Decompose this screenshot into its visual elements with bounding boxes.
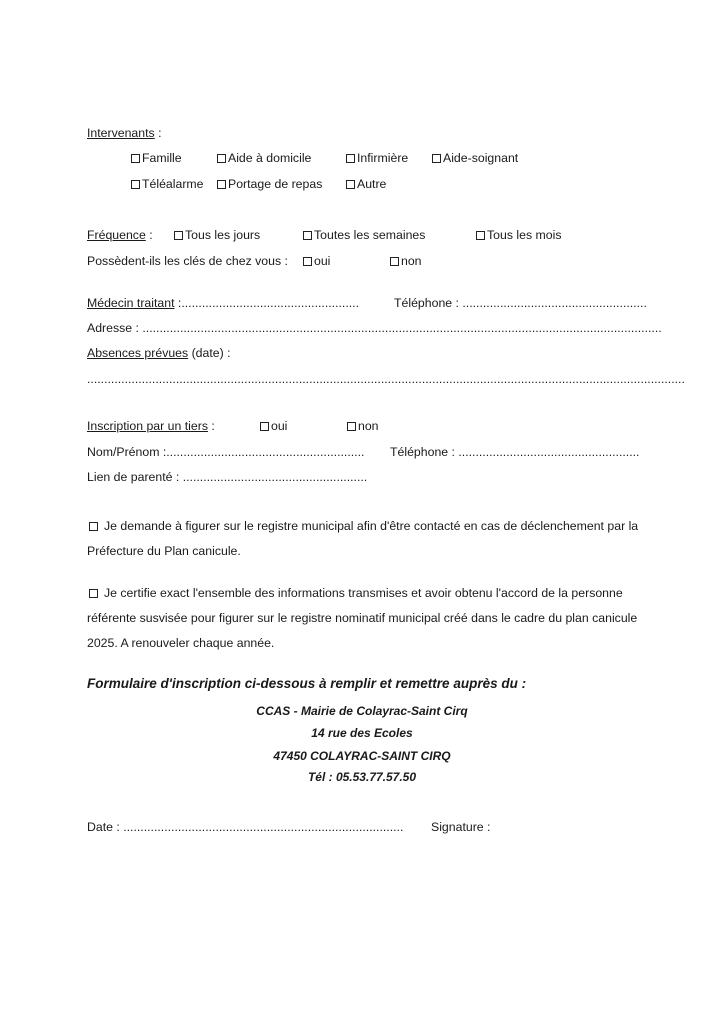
formulaire-city: 47450 COLAYRAC-SAINT CIRQ <box>273 749 451 763</box>
lien-parente-field[interactable]: Lien de parenté : ...................................................... <box>87 470 368 484</box>
checkbox-tous-les-mois[interactable] <box>476 228 562 242</box>
absences-suffix: (date) : <box>188 346 231 360</box>
checkbox-square[interactable] <box>89 522 98 531</box>
absences-dots-field[interactable]: ............................................................................................................................................................................... <box>87 372 685 386</box>
absences-label: Absences prévues <box>87 346 189 360</box>
formulaire-heading: Formulaire d'inscription ci-dessous à remplir et remettre auprès du : <box>87 676 527 691</box>
checkbox-square[interactable] <box>217 154 226 163</box>
checkbox-demande[interactable] <box>89 519 638 533</box>
absences-heading <box>87 346 231 360</box>
checkbox-label: Infirmière <box>357 151 409 165</box>
frequence-colon: : <box>145 228 153 242</box>
checkbox-cles-oui[interactable] <box>303 254 330 268</box>
intervenants-label: Intervenants <box>87 126 155 140</box>
checkbox-square[interactable] <box>303 231 312 240</box>
checkbox-label: Portage de repas <box>228 177 323 191</box>
checkbox-square[interactable] <box>131 154 140 163</box>
cles-question: Possèdent-ils les clés de chez vous : <box>87 254 288 268</box>
formulaire-street: 14 rue des Ecoles <box>311 726 413 740</box>
checkbox-label: Famille <box>142 151 182 165</box>
tiers-label: Inscription par un tiers <box>87 419 208 433</box>
checkbox-label: Aide à domicile <box>228 151 312 165</box>
tiers-heading <box>87 419 215 433</box>
checkbox-square[interactable] <box>303 257 312 266</box>
demande-line2: Préfecture du Plan canicule. <box>87 544 241 558</box>
signature-label: Signature : <box>431 820 491 834</box>
checkbox-label: non <box>401 254 422 268</box>
intervenants-colon: : <box>154 126 162 140</box>
checkbox-certifie[interactable] <box>89 586 623 600</box>
checkbox-label: Aide-soignant <box>443 151 519 165</box>
checkbox-square[interactable] <box>347 422 356 431</box>
frequence-heading <box>87 228 153 242</box>
checkbox-toutes-les-semaines[interactable] <box>303 228 425 242</box>
checkbox-aide-domicile[interactable] <box>217 151 311 165</box>
checkbox-square[interactable] <box>174 231 183 240</box>
checkbox-square[interactable] <box>89 589 98 598</box>
formulaire-tel: Tél : 05.53.77.57.50 <box>307 770 417 784</box>
checkbox-tiers-non[interactable] <box>347 419 379 433</box>
checkbox-label: non <box>358 419 379 433</box>
checkbox-portage-repas[interactable] <box>217 177 322 191</box>
demande-line1: Je demande à figurer sur le registre municipal afin d'être contacté en cas de déclenchement par la <box>104 519 639 533</box>
medecin-dots[interactable]: :.................................................... <box>174 296 359 310</box>
checkbox-square[interactable] <box>260 422 269 431</box>
checkbox-label: Tous les mois <box>487 228 562 242</box>
medecin-field[interactable] <box>87 296 359 310</box>
formulaire-org: CCAS - Mairie de Colayrac-Saint Cirq <box>256 704 468 718</box>
certifie-line3: 2025. A renouveler chaque année. <box>87 636 275 650</box>
checkbox-label: Autre <box>357 177 387 191</box>
intervenants-heading <box>87 126 162 140</box>
tiers-colon: : <box>207 419 215 433</box>
checkbox-telealarme[interactable] <box>131 177 204 191</box>
checkbox-label: Tous les jours <box>185 228 261 242</box>
checkbox-square[interactable] <box>131 180 140 189</box>
checkbox-cles-non[interactable] <box>390 254 422 268</box>
checkbox-tiers-oui[interactable] <box>260 419 287 433</box>
checkbox-square[interactable] <box>476 231 485 240</box>
medecin-label: Médecin traitant <box>87 296 175 310</box>
checkbox-label: oui <box>314 254 331 268</box>
certifie-line1: Je certifie exact l'ensemble des informations transmises et avoir obtenu l'accord de la personne <box>104 586 623 600</box>
checkbox-square[interactable] <box>217 180 226 189</box>
medecin-telephone-field[interactable]: Téléphone : ...................................................... <box>394 296 647 310</box>
nom-prenom-field[interactable]: Nom/Prénom :.......................................................... <box>87 445 365 459</box>
checkbox-autre[interactable] <box>346 177 386 191</box>
checkbox-square[interactable] <box>346 180 355 189</box>
checkbox-aide-soignant[interactable] <box>432 151 518 165</box>
checkbox-famille[interactable] <box>131 151 182 165</box>
checkbox-tous-les-jours[interactable] <box>174 228 260 242</box>
checkbox-label: Toutes les semaines <box>314 228 426 242</box>
certifie-line2: référente susvisée pour figurer sur le registre nominatif municipal créé dans le cadre du plan canicule <box>87 611 638 625</box>
checkbox-infirmiere[interactable] <box>346 151 408 165</box>
adresse-field[interactable]: Adresse : ........................................................................................................................................................ <box>87 321 662 335</box>
checkbox-square[interactable] <box>390 257 399 266</box>
checkbox-label: oui <box>271 419 288 433</box>
checkbox-label: Téléalarme <box>142 177 204 191</box>
checkbox-square[interactable] <box>346 154 355 163</box>
date-field[interactable]: Date : .................................................................................. <box>87 820 404 834</box>
frequence-label: Fréquence <box>87 228 146 242</box>
tiers-telephone-field[interactable]: Téléphone : ..................................................... <box>390 445 640 459</box>
checkbox-square[interactable] <box>432 154 441 163</box>
